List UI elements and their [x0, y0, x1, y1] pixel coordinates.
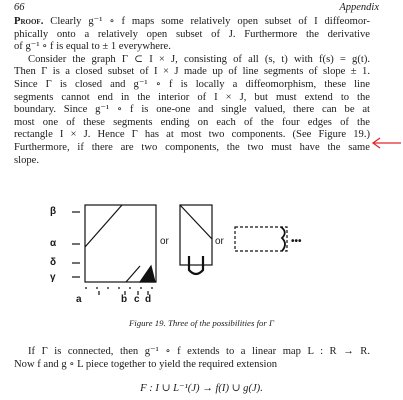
label-a: a: [76, 294, 82, 305]
text-line: slope.: [14, 154, 40, 166]
segment-diagonal: [85, 205, 122, 247]
label-gamma: γ: [50, 272, 56, 283]
page-header: [14, 2, 379, 16]
ellipsis: •••: [291, 236, 302, 247]
text-line: Consider the graph Γ ⊂ I × J, consisting of all (s, t) with f(s) = g(t).: [28, 53, 370, 65]
segment-corner: [140, 266, 155, 282]
text-line: Then Γ is a closed subset of I × J made up of line segments of slope ± 1.: [14, 66, 370, 78]
rectangle-narrow: [180, 205, 212, 265]
rectangle-i-x-j: [85, 205, 156, 282]
text-line: boundary. Since g⁻¹ ∘ f is one-one and single valued, there can be at: [14, 104, 370, 116]
label-alpha: α: [50, 238, 57, 249]
text-line: most one of these segments ending on each of the four edges of the: [14, 116, 370, 128]
text-line: Since Γ is closed and g⁻¹ ∘ f is locally a diffeomorphism, these line: [14, 78, 370, 90]
figure-drawing: [0, 194, 403, 318]
continuation-paragraph: [14, 346, 370, 371]
rectangle-wide: [235, 227, 287, 251]
segment-narrow-diagonal: [180, 205, 212, 239]
text-line: If Γ is connected, then g⁻¹ ∘ f extends to a linear map L : R → R.: [28, 346, 370, 357]
label-d: d: [145, 294, 152, 305]
text-line: Furthermore, if there are two components, the two must have the same: [14, 141, 370, 153]
running-title: Appendix: [339, 2, 379, 13]
page-number: 66: [14, 2, 25, 13]
figure-19: [0, 194, 403, 318]
label-b: b: [121, 294, 128, 305]
text-line: rectangle I × J. Hence Γ has at most two components. (See Figure 19.): [14, 129, 370, 141]
or-label-2: or: [215, 236, 224, 247]
segment-squiggle: [281, 227, 285, 251]
figure-caption: Figure 19. Three of the possibilities for Γ: [128, 318, 275, 328]
text-line: phically onto a relatively open subset of J. Furthermore the derivative: [14, 28, 370, 40]
text-line: [14, 16, 370, 29]
proof-label: Proof.: [14, 16, 44, 27]
text-line: segments cannot end in the interior of I × J, but must extend to the: [14, 91, 370, 103]
text-line: Now f and g ∘ L piece together to yield the required extension: [14, 358, 278, 370]
segment-corner-edge: [126, 266, 140, 282]
line-text: Clearly g⁻¹ ∘ f maps some relatively open subset of I diffeomor-: [43, 16, 370, 27]
label-delta: δ: [50, 257, 57, 268]
red-arrow-annotation: [370, 136, 402, 150]
label-c: c: [134, 294, 140, 305]
label-beta: β: [50, 206, 57, 217]
or-label-1: or: [160, 236, 169, 247]
display-formula: F : I ∪ L⁻¹(J) → f(I) ∪ g(J).: [140, 383, 263, 394]
proof-paragraph: [14, 16, 370, 167]
text-line: of g⁻¹ ∘ f is equal to ± 1 everywhere.: [14, 41, 171, 53]
